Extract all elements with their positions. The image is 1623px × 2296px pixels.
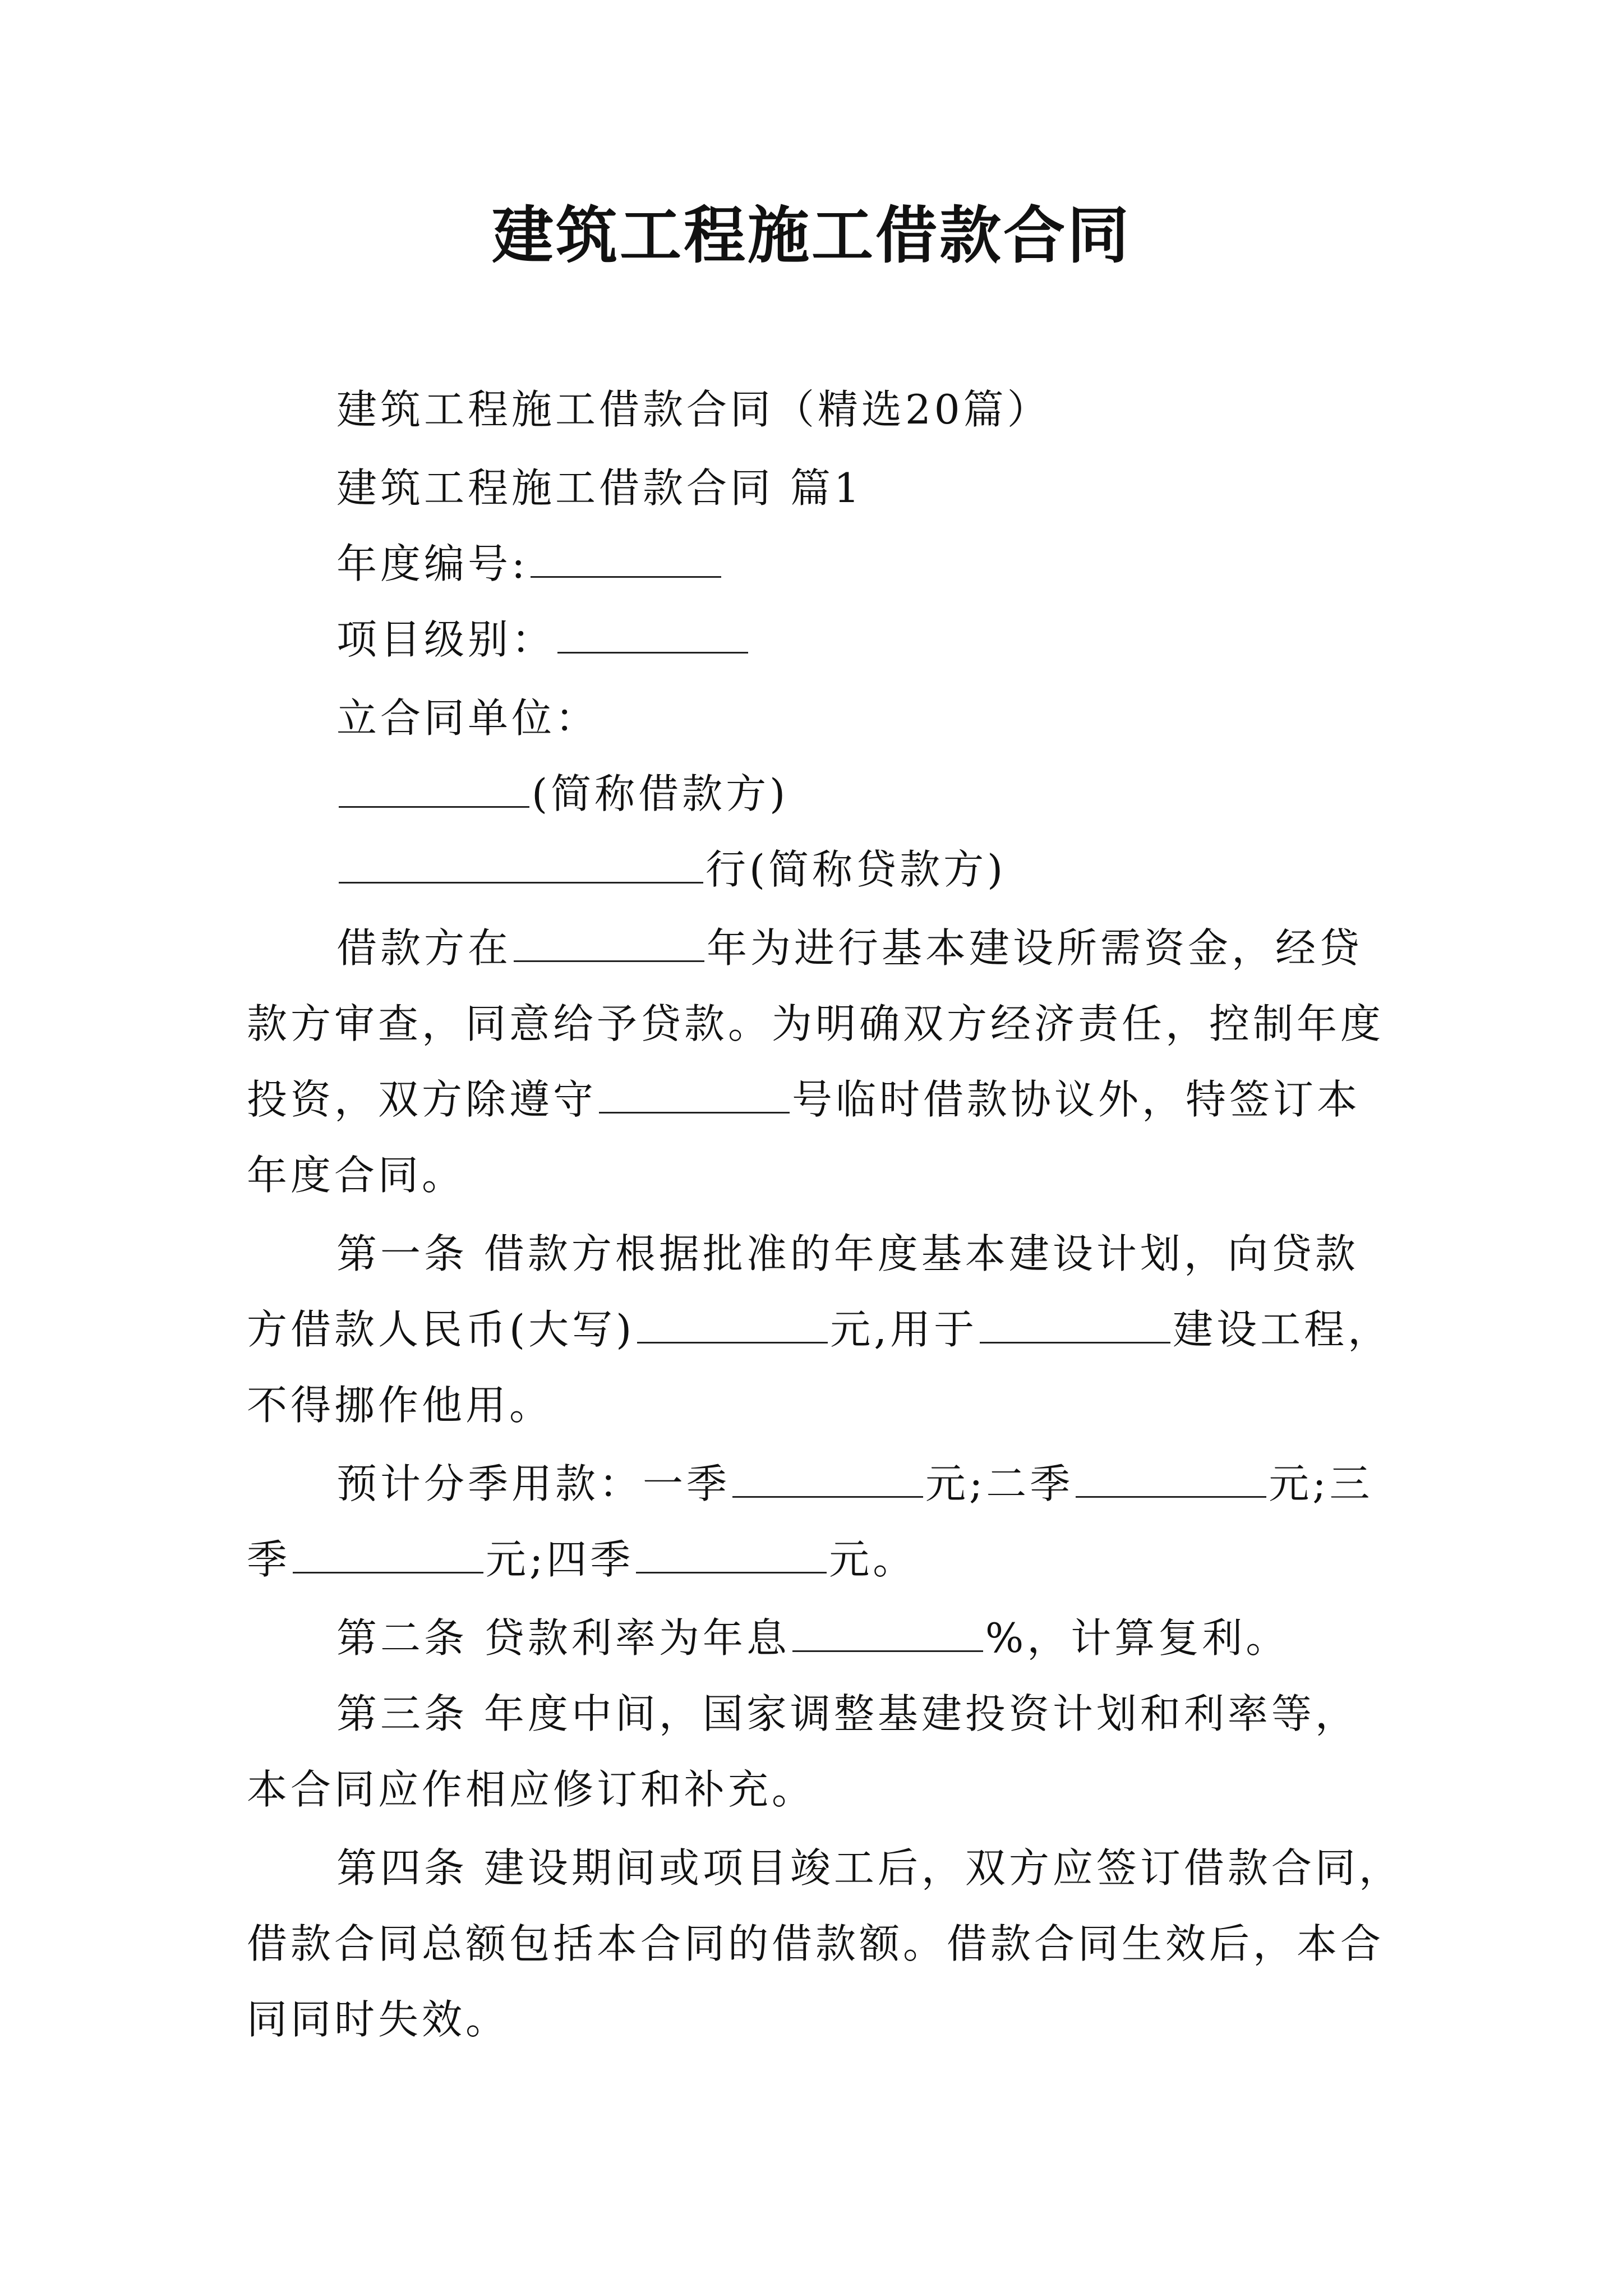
interest-rate-blank (792, 1611, 983, 1652)
borrower-suffix: (简称借款方) (532, 770, 789, 817)
intro-line-2: 款方审查，同意给予贷款。为明确双方经济责任，控制年度 (247, 1000, 1385, 1047)
intro-line-4: 年度合同。 (247, 1152, 466, 1199)
lender-line (336, 841, 1006, 898)
article4-line-3: 同同时失效。 (247, 1996, 510, 2043)
borrower-line (336, 766, 789, 822)
intro-line-1 (336, 920, 1363, 976)
year-number-blank (531, 537, 721, 578)
intro-year-blank (514, 921, 704, 962)
quarterly-text: 元;二季 (925, 1460, 1074, 1507)
article1-line-1: 第一条 借款方根据批准的年度基本建设计划，向贷款 (336, 1230, 1359, 1277)
q4-blank (636, 1533, 827, 1573)
intro-text: 年为进行基本建设所需资金，经贷 (707, 924, 1363, 972)
project-level-line (336, 611, 750, 668)
project-level-blank (557, 613, 748, 654)
loan-amount-blank (637, 1303, 828, 1343)
lender-suffix: 行(简称贷款方) (706, 846, 1007, 893)
lender-blank (339, 843, 703, 884)
document-title: 建筑工程施工借款合同 (492, 199, 1131, 272)
borrower-blank (339, 767, 529, 808)
quarterly-text: 预计分季用款：一季 (336, 1460, 731, 1507)
quarterly-text: 元。 (829, 1536, 917, 1583)
intro-line-3 (247, 1071, 1361, 1128)
quarterly-line-2 (247, 1531, 916, 1588)
article1-text: 方借款人民币(大写) (247, 1306, 635, 1353)
quarterly-text: 元;四季 (486, 1536, 634, 1583)
quarterly-text: 季 (247, 1536, 291, 1583)
document-subtitle: 建筑工程施工借款合同（精选20篇） (336, 386, 1051, 433)
intro-text: 投资，双方除遵守 (247, 1076, 597, 1123)
intro-agreement-blank (599, 1073, 790, 1114)
year-number-label: 年度编号: (336, 540, 529, 587)
quarterly-line-1 (336, 1456, 1373, 1512)
intro-text: 号临时借款协议外，特签订本 (792, 1076, 1361, 1123)
project-name-blank (980, 1303, 1170, 1343)
article1-text: 元,用于 (830, 1306, 978, 1353)
project-level-label: 项目级别： (336, 616, 556, 663)
article2-text: 第二条 贷款利率为年息 (336, 1614, 790, 1662)
article2-line (336, 1610, 1289, 1666)
section-heading: 建筑工程施工借款合同 篇1 (336, 464, 863, 512)
article4-line-2: 借款合同总额包括本合同的借款额。借款合同生效后，本合 (247, 1920, 1385, 1967)
article2-text: %，计算复利。 (985, 1614, 1290, 1662)
q3-blank (293, 1533, 483, 1573)
article4-line-1: 第四条 建设期间或项目竣工后，双方应签订借款合同， (336, 1844, 1403, 1892)
parties-label: 立合同单位： (336, 694, 600, 742)
quarterly-text: 元;三 (1269, 1460, 1373, 1507)
article3-line-2: 本合同应作相应修订和补充。 (247, 1766, 816, 1813)
intro-text: 借款方在 (336, 924, 512, 972)
article3-line-1: 第三条 年度中间，国家调整基建投资计划和利率等， (336, 1690, 1359, 1737)
q2-blank (1076, 1457, 1266, 1498)
article1-text: 建设工程， (1173, 1306, 1392, 1353)
article1-line-2 (247, 1301, 1391, 1358)
year-number-line (336, 536, 723, 592)
article1-line-3: 不得挪作他用。 (247, 1382, 554, 1429)
q1-blank (732, 1457, 923, 1498)
